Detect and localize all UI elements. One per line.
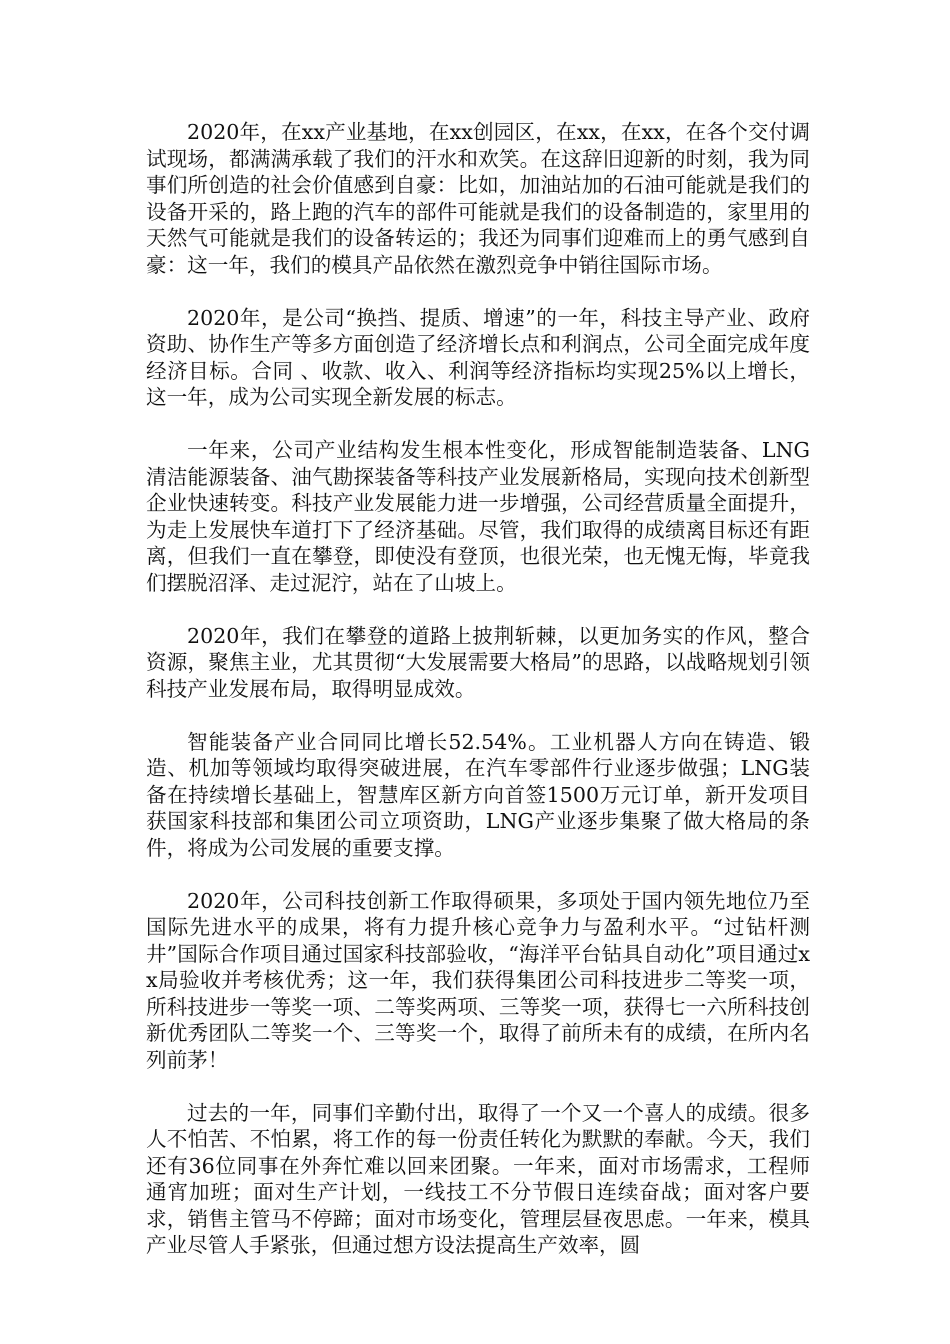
paragraph-7: 过去的一年，同事们辛勤付出，取得了一个又一个喜人的成绩。很多人不怕苦、不怕累，将工作的每一份责任转化为默默的奉献。今天，我们还有36位同事在外奔忙难以回来团聚。一年来，面对市场需求，工程师通宵加班；面对生产计划，一线技工不分节假日连续奋战；面对客户要求，销售主管马不停蹄；面对市场变化，管理层昼夜思虑。一年来，模具产业尽管人手紧张，但通过想方设法提高生产效率，圆 bbox=[146, 1100, 810, 1257]
document-body bbox=[146, 119, 810, 1259]
paragraph-4: 2020年，我们在攀登的道路上披荆斩棘，以更加务实的作风，整合资源，聚焦主业，尤其贯彻“大发展需要大格局”的思路，以战略规划引领科技产业发展布局，取得明显成效。 bbox=[146, 623, 810, 701]
paragraph-6: 2020年，公司科技创新工作取得硕果，多项处于国内领先地位乃至国际先进水平的成果，将有力提升核心竞争力与盈利水平。“过钻杆测井”国际合作项目通过国家科技部验收，“海洋平台钻具自动化”项目通过xx局验收并考核优秀；这一年，我们获得集团公司科技进步二等奖一项，所科技进步一等奖一项、二等奖两项、三等奖一项，获得七一六所科技创新优秀团队二等奖一个、三等奖一个，取得了前所未有的成绩，在所内名列前茅！ bbox=[146, 888, 810, 1072]
paragraph-2: 2020年，是公司“换挡、提质、增速”的一年，科技主导产业、政府资助、协作生产等多方面创造了经济增长点和利润点，公司全面完成年度经济目标。合同 、收款、收入、利润等经济指标均实现25%以上增长，这一年，成为公司实现全新发展的标志。 bbox=[146, 305, 810, 409]
paragraph-3: 一年来，公司产业结构发生根本性变化，形成智能制造装备、LNG清洁能源装备、油气勘探装备等科技产业发展新格局，实现向技术创新型企业快速转变。科技产业发展能力进一步增强，公司经营质量全面提升，为走上发展快车道打下了经济基础。尽管，我们取得的成绩离目标还有距离，但我们一直在攀登，即使没有登顶，也很光荣，也无愧无悔，毕竟我们摆脱沼泽、走过泥泞，站在了山坡上。 bbox=[146, 438, 810, 595]
paragraph-5: 智能装备产业合同同比增长52.54%。工业机器人方向在铸造、锻造、机加等领域均取得突破进展，在汽车零部件行业逐步做强；LNG装备在持续增长基础上，智慧库区新方向首签1500万元订单，新开发项目获国家科技部和集团公司立项资助，LNG产业逐步集聚了做大格局的条件，将成为公司发展的重要支撑。 bbox=[146, 729, 810, 860]
paragraph-1: 2020年，在xx产业基地，在xx创园区，在xx，在xx，在各个交付调试现场，都满满承载了我们的汗水和欢笑。在这辞旧迎新的时刻，我为同事们所创造的社会价值感到自豪：比如，加油站加的石油可能就是我们的设备开采的，路上跑的汽车的部件可能就是我们的设备制造的，家里用的天然气可能就是我们的设备转运的；我还为同事们迎难而上的勇气感到自豪：这一年，我们的模具产品依然在激烈竞争中销往国际市场。 bbox=[146, 120, 810, 277]
